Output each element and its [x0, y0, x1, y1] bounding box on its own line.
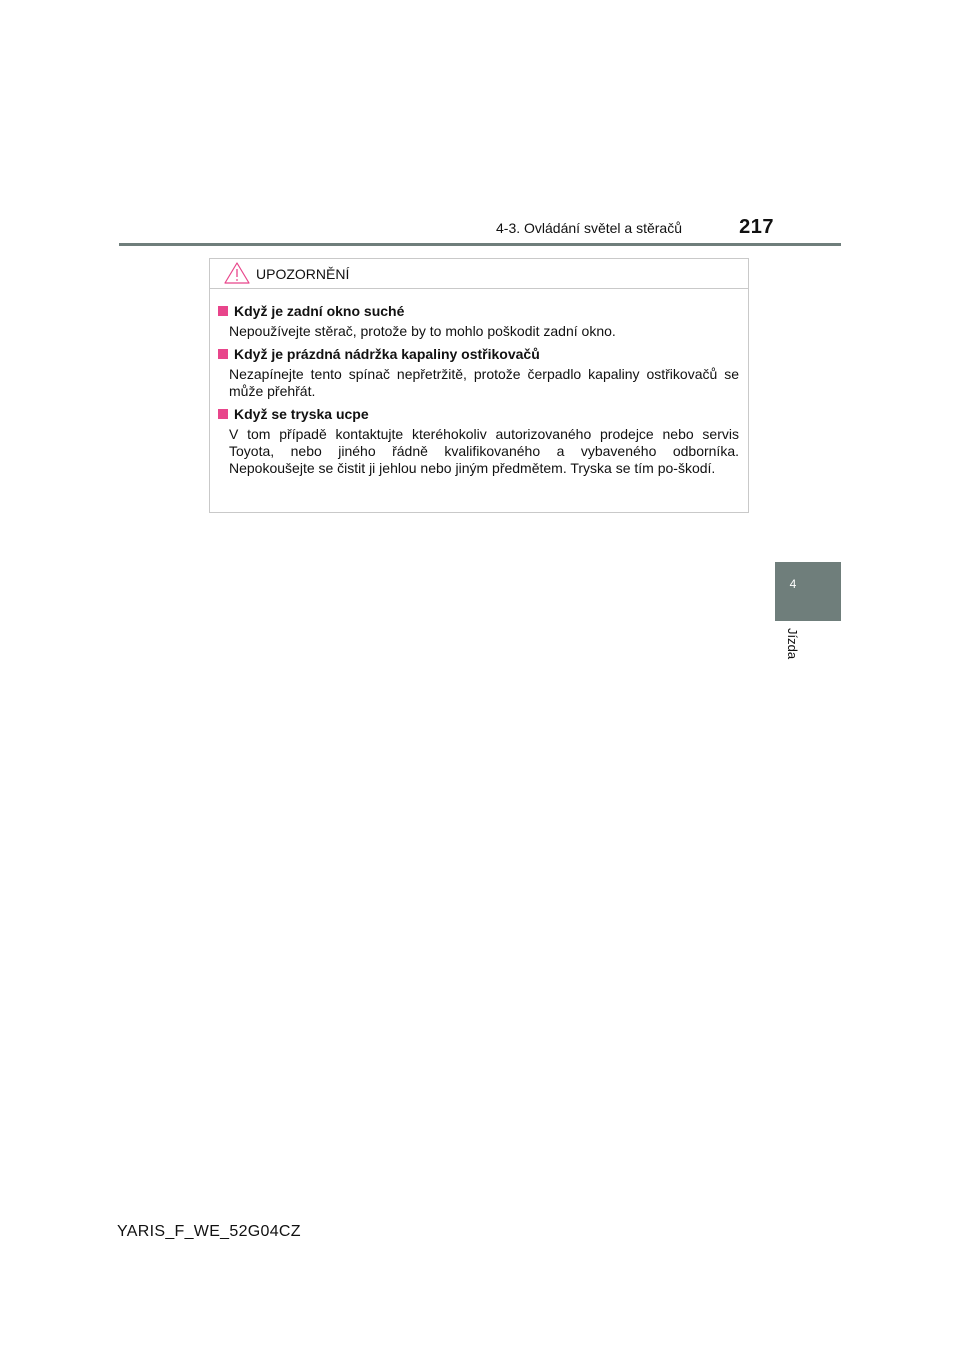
warning-section-clogged-nozzle — [218, 404, 739, 477]
warning-section-dry-window — [218, 301, 739, 340]
chapter-label: Jízda — [785, 628, 800, 660]
section-text: V tom případě kontaktujte kteréhokoliv autorizovaného prodejce nebo servis Toyota, nebo jiného řádně kvalifikovaného a vybaveného odborníka. Nepokoušejte se čistit ji jehlou nebo jiným předmětem. Tryska se tím po-škodí. — [229, 426, 739, 476]
section-heading: Když je zadní okno suché — [234, 303, 405, 319]
warning-section-empty-reservoir — [218, 344, 739, 400]
document-code: YARIS_F_WE_52G04CZ — [117, 1223, 301, 1240]
header-divider — [119, 243, 841, 246]
section-heading: Když se tryska ucpe — [234, 406, 369, 422]
warning-triangle-icon — [224, 262, 250, 284]
section-text: Nepoužívejte stěrač, protože by to mohlo poškodit zadní okno. — [229, 323, 616, 339]
section-title: 4-3. Ovládání světel a stěračů — [496, 220, 682, 236]
warning-box — [209, 258, 749, 513]
section-text: Nezapínejte tento spínač nepřetržitě, protože čerpadlo kapaliny ostřikovačů se může přehřát. — [229, 366, 739, 399]
square-bullet-icon — [218, 409, 228, 419]
warning-header — [210, 259, 748, 289]
warning-label: UPOZORNĚNÍ — [256, 266, 350, 282]
warning-body — [210, 289, 748, 477]
chapter-number: 4 — [789, 577, 797, 591]
section-heading: Když je prázdná nádržka kapaliny ostřikovačů — [234, 346, 540, 362]
chapter-tab[interactable] — [775, 562, 841, 621]
square-bullet-icon — [218, 349, 228, 359]
page-number: 217 — [739, 216, 774, 238]
square-bullet-icon — [218, 306, 228, 316]
